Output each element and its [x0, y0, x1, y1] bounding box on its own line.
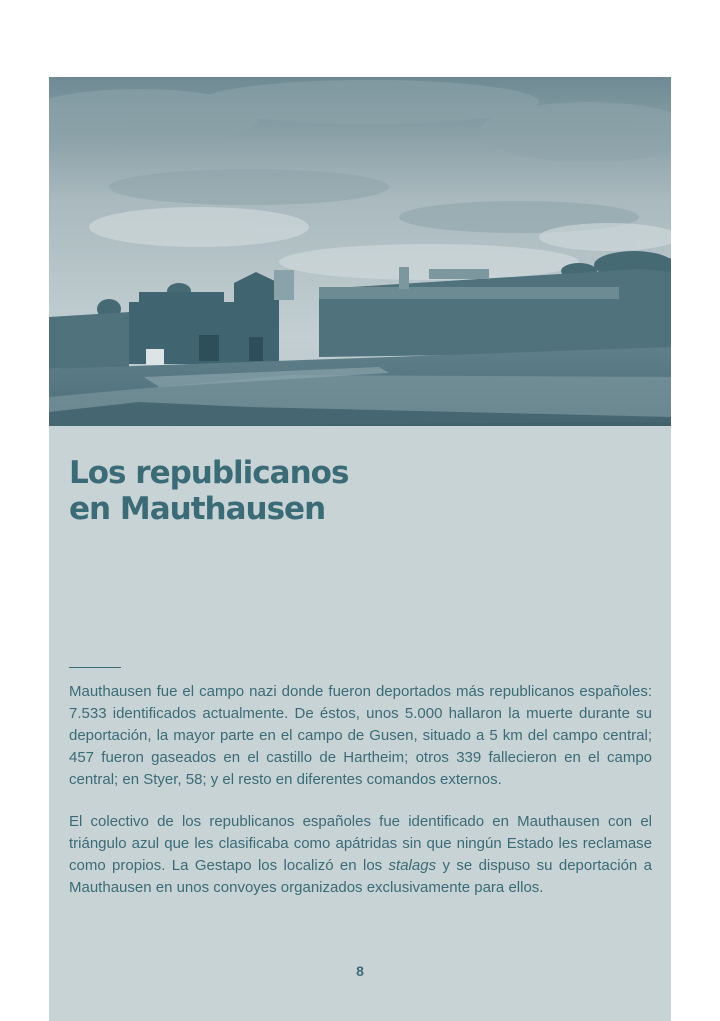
paragraph-2 [69, 811, 652, 899]
page-number: 8 [356, 963, 364, 979]
page-title-line-2: en Mauthausen [69, 491, 326, 527]
section-divider [69, 667, 121, 668]
paragraph-2-italic-term: stalags [388, 857, 437, 874]
page-panel [49, 77, 671, 1021]
article-body [69, 681, 652, 919]
paragraph-2-text-a: El colectivo de los republicanos españoles fue identificado en Mauthausen con el triángulo azul que les clasificaba como apátridas sin que ningún Estado les reclamase como propios. La Gestapo los localizó en los [69, 813, 652, 874]
paragraph-1: Mauthausen fue el campo nazi donde fueron deportados más republicanos españoles: 7.533 identificados actualmente. De éstos, unos 5.000 hallaron la muerte durante su deportación, la mayor parte en el campo de Gusen, situado a 5 km del campo central; 457 fueron gaseados en el castillo de Hartheim; otros 339 fallecieron en el campo central; en Styer, 58; y el resto en diferentes comandos externos. [69, 683, 652, 788]
page-title [69, 455, 348, 527]
paragraph-2-text-b: y se dispuso su deportación a Mauthausen en unos convoyes organizados exclusivamente para ellos. [69, 857, 652, 896]
page-title-line-1: Los republicanos [69, 455, 349, 491]
mauthausen-photo [49, 77, 671, 426]
sign [146, 349, 164, 365]
